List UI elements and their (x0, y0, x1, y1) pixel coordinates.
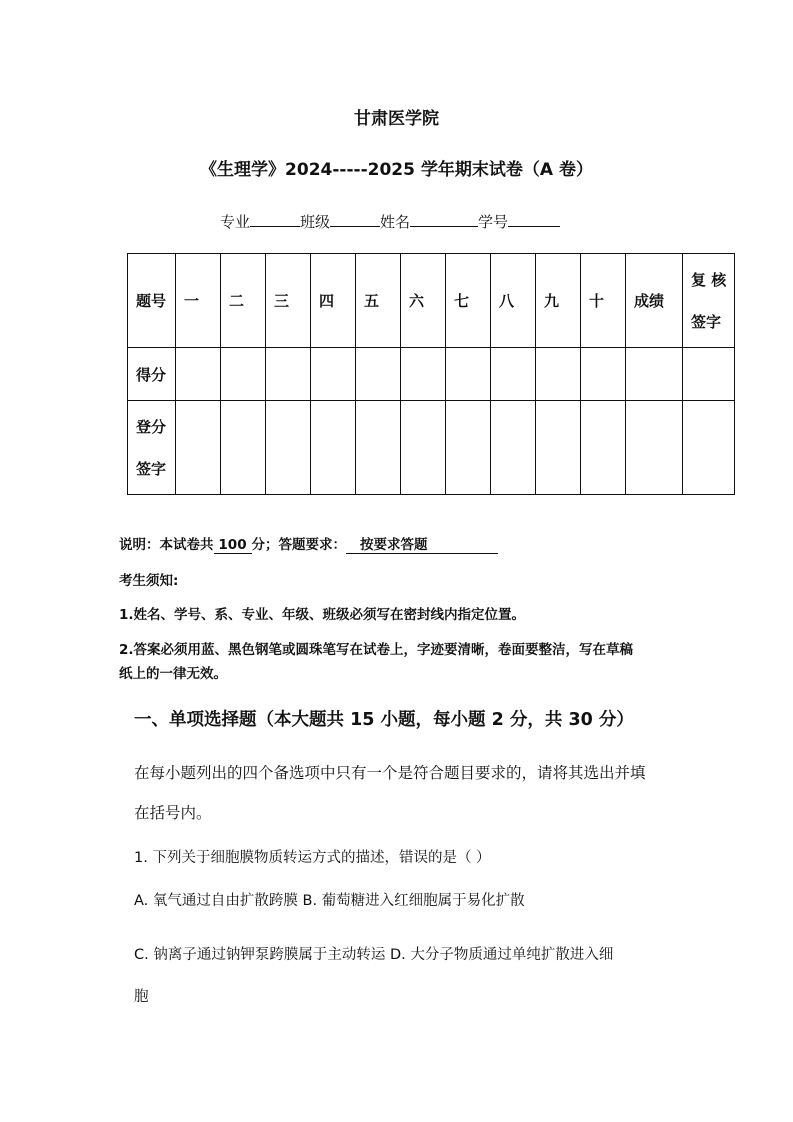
recorder-cell[interactable] (491, 401, 536, 495)
recorder-cell[interactable] (683, 401, 735, 495)
score-cell[interactable] (221, 348, 266, 401)
score-cell[interactable] (356, 348, 401, 401)
review-line2: 签字 (691, 312, 722, 331)
col-1: 一 (176, 254, 221, 348)
score-cell[interactable] (491, 348, 536, 401)
score-cell[interactable] (581, 348, 626, 401)
recorder-cell[interactable] (536, 401, 581, 495)
score-cell[interactable] (446, 348, 491, 401)
table-row-recorder (128, 401, 735, 495)
note-prefix: 说明：本试卷共 (119, 537, 214, 553)
name-blank[interactable] (410, 212, 478, 227)
score-cell[interactable] (266, 348, 311, 401)
col-7: 七 (446, 254, 491, 348)
notice-rule-1: 1.姓名、学号、系、专业、年级、班级必须写在密封线内指定位置。 (119, 607, 526, 623)
class-blank[interactable] (330, 212, 380, 227)
answer-requirement: 按要求答题 (346, 533, 498, 554)
recorder-cell[interactable] (626, 401, 683, 495)
recorder-cell[interactable] (266, 401, 311, 495)
section-1-instruction-line2: 在括号内。 (134, 804, 212, 822)
recorder-line1: 登分 (136, 417, 167, 436)
col-6: 六 (401, 254, 446, 348)
section-1-instruction-line1: 在每小题列出的四个备选项中只有一个是符合题目要求的，请将其选出并填 (134, 764, 646, 782)
score-cell[interactable] (536, 348, 581, 401)
question-1-options-cd: C. 钠离子通过钠钾泵跨膜属于主动转运 D. 大分子物质通过单纯扩散进入细 (134, 947, 614, 963)
recorder-cell[interactable] (401, 401, 446, 495)
notice-rule-2-line2: 纸上的一律无效。 (119, 666, 227, 682)
question-1-options-cont: 胞 (134, 989, 149, 1005)
notice-title: 考生须知: (119, 573, 179, 589)
total-points: 100 (214, 537, 252, 554)
row-label-recorder (128, 401, 176, 495)
section-1-title: 一、单项选择题（本大题共 15 小题，每小题 2 分，共 30 分） (134, 710, 634, 730)
university-name: 甘肃医学院 (354, 109, 439, 129)
col-9: 九 (536, 254, 581, 348)
col-review (683, 254, 735, 348)
exam-title: 《生理学》2024-----2025 学年期末试卷（A 卷） (200, 160, 593, 180)
col-8: 八 (491, 254, 536, 348)
col-3: 三 (266, 254, 311, 348)
student-id-label: 学号 (478, 213, 509, 231)
score-cell[interactable] (401, 348, 446, 401)
score-cell[interactable] (176, 348, 221, 401)
recorder-cell[interactable] (581, 401, 626, 495)
question-1-options-ab: A. 氧气通过自由扩散跨膜 B. 葡萄糖进入红细胞属于易化扩散 (134, 893, 525, 909)
recorder-cell[interactable] (446, 401, 491, 495)
note-points-suffix: 分；答题要求： (251, 537, 346, 553)
recorder-cell[interactable] (311, 401, 356, 495)
score-table (127, 253, 735, 495)
recorder-cell[interactable] (176, 401, 221, 495)
col-4: 四 (311, 254, 356, 348)
name-label: 姓名 (380, 213, 411, 231)
col-10: 十 (581, 254, 626, 348)
recorder-cell[interactable] (356, 401, 401, 495)
row-label-score: 得分 (128, 348, 176, 401)
student-id-blank[interactable] (508, 212, 560, 227)
recorder-cell[interactable] (221, 401, 266, 495)
exam-note (119, 533, 498, 554)
review-line1: 复 核 (691, 270, 727, 289)
recorder-line2: 签字 (136, 459, 167, 478)
score-cell[interactable] (311, 348, 356, 401)
table-row-header (128, 254, 735, 348)
col-2: 二 (221, 254, 266, 348)
major-blank[interactable] (250, 212, 300, 227)
table-row-score (128, 348, 735, 401)
row-label-number: 题号 (128, 254, 176, 348)
col-total: 成绩 (626, 254, 683, 348)
col-5: 五 (356, 254, 401, 348)
score-cell[interactable] (683, 348, 735, 401)
student-info-line (220, 211, 560, 232)
class-label: 班级 (300, 213, 331, 231)
notice-rule-2-line1: 2.答案必须用蓝、黑色钢笔或圆珠笔写在试卷上，字迹要清晰，卷面要整洁，写在草稿 (119, 642, 634, 658)
question-1-stem: 1. 下列关于细胞膜物质转运方式的描述，错误的是（ ） (134, 850, 491, 866)
score-cell[interactable] (626, 348, 683, 401)
major-label: 专业 (220, 213, 251, 231)
